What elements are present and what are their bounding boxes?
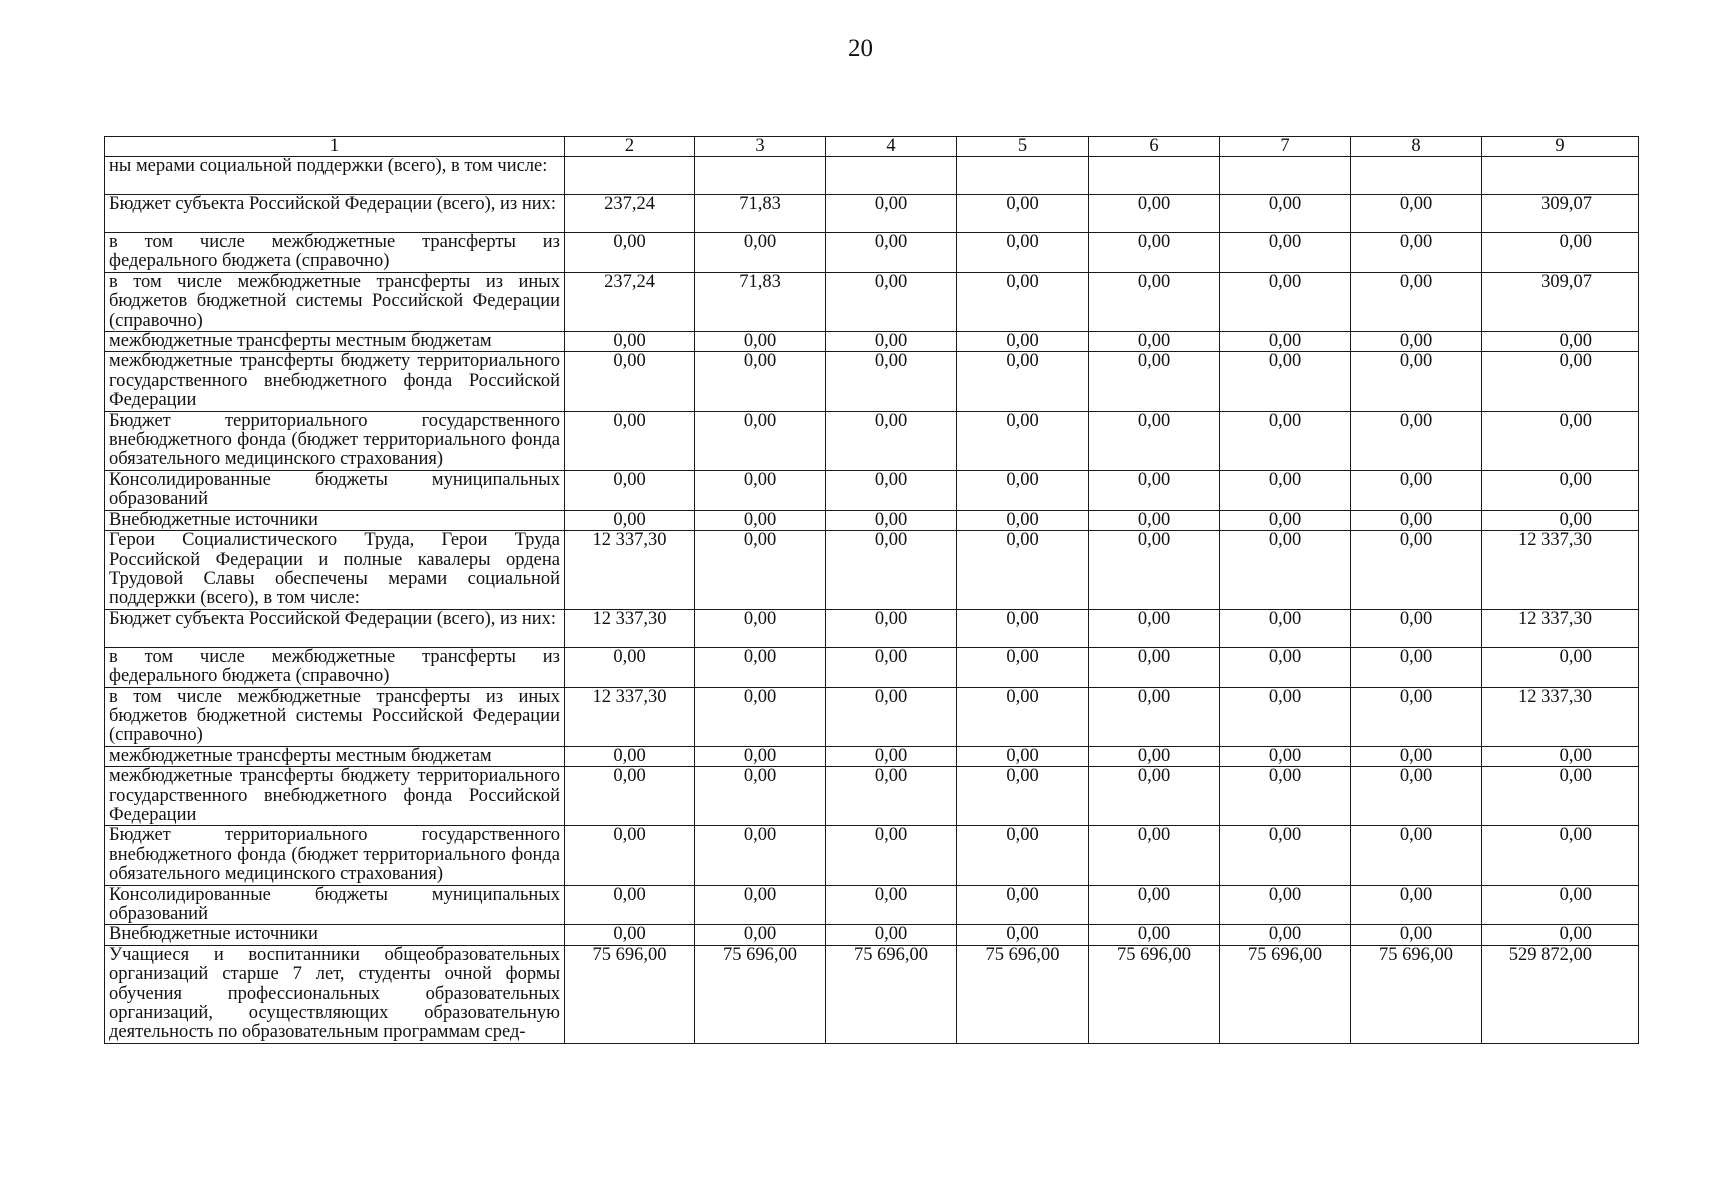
cell-col-5	[957, 157, 1089, 195]
cell-col-2: 12 337,30	[565, 687, 695, 746]
cell-col-3	[695, 157, 826, 195]
cell-col-7: 0,00	[1220, 531, 1351, 610]
cell-col-5: 0,00	[957, 767, 1089, 826]
page-number: 20	[848, 35, 873, 62]
row-label: ны мерами социальной поддержки (всего), в том числе:	[105, 157, 565, 195]
cell-col-8: 0,00	[1351, 510, 1482, 530]
cell-col-2: 12 337,30	[565, 609, 695, 647]
table-row	[105, 925, 1639, 945]
cell-col-5: 0,00	[957, 470, 1089, 510]
table-row	[105, 510, 1639, 530]
cell-col-2: 237,24	[565, 272, 695, 331]
cell-col-4: 0,00	[826, 510, 957, 530]
cell-col-7: 0,00	[1220, 746, 1351, 766]
cell-col-8: 0,00	[1351, 826, 1482, 885]
row-label: межбюджетные трансферты местным бюджетам	[105, 332, 565, 352]
cell-col-7: 0,00	[1220, 272, 1351, 331]
column-header-3: 3	[695, 137, 826, 157]
column-header-6: 6	[1089, 137, 1220, 157]
table-row	[105, 885, 1639, 925]
cell-col-9: 0,00	[1482, 647, 1639, 687]
row-label: межбюджетные трансферты бюджету территориального государственного внебюджетного фонда Российской Федерации	[105, 767, 565, 826]
cell-col-6: 0,00	[1089, 826, 1220, 885]
cell-col-3: 0,00	[695, 332, 826, 352]
cell-col-2: 0,00	[565, 352, 695, 411]
cell-col-9: 0,00	[1482, 767, 1639, 826]
cell-col-2: 0,00	[565, 470, 695, 510]
cell-col-8: 0,00	[1351, 233, 1482, 273]
cell-col-2: 0,00	[565, 885, 695, 925]
cell-col-8: 0,00	[1351, 272, 1482, 331]
cell-col-9: 309,07	[1482, 195, 1639, 233]
cell-col-4: 0,00	[826, 925, 957, 945]
cell-col-9: 529 872,00	[1482, 945, 1639, 1043]
cell-col-3: 71,83	[695, 272, 826, 331]
cell-col-9: 12 337,30	[1482, 609, 1639, 647]
cell-col-4: 0,00	[826, 411, 957, 470]
column-header-2: 2	[565, 137, 695, 157]
cell-col-6: 0,00	[1089, 332, 1220, 352]
row-label: в том числе межбюджетные трансферты из иных бюджетов бюджетной системы Российской Федерации (справочно)	[105, 687, 565, 746]
cell-col-2: 12 337,30	[565, 531, 695, 610]
table-row	[105, 945, 1639, 1043]
cell-col-6: 0,00	[1089, 687, 1220, 746]
cell-col-2: 0,00	[565, 510, 695, 530]
cell-col-8	[1351, 157, 1482, 195]
table-body	[105, 157, 1639, 1044]
cell-col-8: 0,00	[1351, 470, 1482, 510]
cell-col-4: 0,00	[826, 272, 957, 331]
cell-col-2: 0,00	[565, 925, 695, 945]
row-label: в том числе межбюджетные трансферты из федерального бюджета (справочно)	[105, 647, 565, 687]
cell-col-3: 71,83	[695, 195, 826, 233]
column-header-4: 4	[826, 137, 957, 157]
cell-col-3: 0,00	[695, 687, 826, 746]
cell-col-7: 0,00	[1220, 470, 1351, 510]
cell-col-6: 0,00	[1089, 411, 1220, 470]
row-label: Внебюджетные источники	[105, 510, 565, 530]
cell-col-9: 0,00	[1482, 885, 1639, 925]
cell-col-3: 0,00	[695, 609, 826, 647]
row-label: Бюджет территориального государственного внебюджетного фонда (бюджет территориального фонда обязательного медицинского страхования)	[105, 411, 565, 470]
cell-col-9: 0,00	[1482, 826, 1639, 885]
cell-col-6: 0,00	[1089, 925, 1220, 945]
cell-col-9: 0,00	[1482, 411, 1639, 470]
cell-col-4: 0,00	[826, 609, 957, 647]
cell-col-9: 12 337,30	[1482, 531, 1639, 610]
cell-col-5: 0,00	[957, 332, 1089, 352]
row-label: Внебюджетные источники	[105, 925, 565, 945]
row-label: в том числе межбюджетные трансферты из иных бюджетов бюджетной системы Российской Федерации (справочно)	[105, 272, 565, 331]
cell-col-7	[1220, 157, 1351, 195]
table-row	[105, 647, 1639, 687]
cell-col-6: 0,00	[1089, 195, 1220, 233]
table-row	[105, 157, 1639, 195]
row-label: Герои Социалистического Труда, Герои Труда Российской Федерации и полные кавалеры ордена Трудовой Славы обеспечены мерами социальной поддержки (всего), в том числе:	[105, 531, 565, 610]
cell-col-3: 0,00	[695, 411, 826, 470]
cell-col-9: 0,00	[1482, 233, 1639, 273]
column-header-5: 5	[957, 137, 1089, 157]
cell-col-5: 0,00	[957, 885, 1089, 925]
cell-col-7: 0,00	[1220, 885, 1351, 925]
cell-col-5: 0,00	[957, 411, 1089, 470]
cell-col-2: 0,00	[565, 746, 695, 766]
cell-col-9: 0,00	[1482, 332, 1639, 352]
cell-col-6: 0,00	[1089, 352, 1220, 411]
cell-col-8: 0,00	[1351, 746, 1482, 766]
cell-col-4: 0,00	[826, 746, 957, 766]
cell-col-9: 12 337,30	[1482, 687, 1639, 746]
cell-col-4: 0,00	[826, 531, 957, 610]
cell-col-8: 0,00	[1351, 647, 1482, 687]
cell-col-3: 0,00	[695, 767, 826, 826]
cell-col-9: 0,00	[1482, 925, 1639, 945]
cell-col-5: 0,00	[957, 272, 1089, 331]
cell-col-5: 0,00	[957, 826, 1089, 885]
cell-col-6	[1089, 157, 1220, 195]
cell-col-9: 0,00	[1482, 470, 1639, 510]
cell-col-7: 0,00	[1220, 767, 1351, 826]
cell-col-9: 0,00	[1482, 746, 1639, 766]
table-row	[105, 687, 1639, 746]
cell-col-7: 0,00	[1220, 233, 1351, 273]
column-header-7: 7	[1220, 137, 1351, 157]
cell-col-2: 0,00	[565, 826, 695, 885]
row-label: межбюджетные трансферты местным бюджетам	[105, 746, 565, 766]
column-header-9: 9	[1482, 137, 1639, 157]
cell-col-5: 0,00	[957, 531, 1089, 610]
cell-col-4: 0,00	[826, 647, 957, 687]
cell-col-7: 0,00	[1220, 411, 1351, 470]
cell-col-8: 0,00	[1351, 352, 1482, 411]
cell-col-3: 0,00	[695, 233, 826, 273]
row-label: Бюджет территориального государственного внебюджетного фонда (бюджет территориального фонда обязательного медицинского страхования)	[105, 826, 565, 885]
cell-col-7: 0,00	[1220, 687, 1351, 746]
cell-col-7: 75 696,00	[1220, 945, 1351, 1043]
cell-col-2: 0,00	[565, 233, 695, 273]
cell-col-3: 0,00	[695, 647, 826, 687]
cell-col-7: 0,00	[1220, 195, 1351, 233]
cell-col-3: 0,00	[695, 470, 826, 510]
cell-col-6: 0,00	[1089, 609, 1220, 647]
cell-col-7: 0,00	[1220, 647, 1351, 687]
row-label: Бюджет субъекта Российской Федерации (всего), из них:	[105, 609, 565, 647]
cell-col-2: 0,00	[565, 647, 695, 687]
row-label: в том числе межбюджетные трансферты из федерального бюджета (справочно)	[105, 233, 565, 273]
cell-col-3: 0,00	[695, 510, 826, 530]
table-row	[105, 272, 1639, 331]
table-row	[105, 826, 1639, 885]
cell-col-3: 0,00	[695, 885, 826, 925]
cell-col-6: 75 696,00	[1089, 945, 1220, 1043]
cell-col-8: 0,00	[1351, 609, 1482, 647]
cell-col-8: 0,00	[1351, 885, 1482, 925]
cell-col-3: 0,00	[695, 352, 826, 411]
cell-col-3: 0,00	[695, 531, 826, 610]
column-header-1: 1	[105, 137, 565, 157]
table-row	[105, 195, 1639, 233]
cell-col-6: 0,00	[1089, 233, 1220, 273]
cell-col-6: 0,00	[1089, 531, 1220, 610]
cell-col-8: 0,00	[1351, 767, 1482, 826]
row-label: Бюджет субъекта Российской Федерации (всего), из них:	[105, 195, 565, 233]
table-row	[105, 470, 1639, 510]
cell-col-7: 0,00	[1220, 352, 1351, 411]
table-row	[105, 411, 1639, 470]
row-label: Консолидированные бюджеты муниципальных образований	[105, 470, 565, 510]
cell-col-6: 0,00	[1089, 885, 1220, 925]
cell-col-2: 0,00	[565, 332, 695, 352]
cell-col-9	[1482, 157, 1639, 195]
cell-col-4: 0,00	[826, 767, 957, 826]
cell-col-6: 0,00	[1089, 767, 1220, 826]
cell-col-6: 0,00	[1089, 746, 1220, 766]
table-row	[105, 531, 1639, 610]
cell-col-8: 0,00	[1351, 411, 1482, 470]
cell-col-5: 0,00	[957, 925, 1089, 945]
cell-col-5: 0,00	[957, 510, 1089, 530]
cell-col-6: 0,00	[1089, 510, 1220, 530]
cell-col-2: 0,00	[565, 767, 695, 826]
table-row	[105, 332, 1639, 352]
cell-col-2: 0,00	[565, 411, 695, 470]
cell-col-5: 0,00	[957, 609, 1089, 647]
cell-col-8: 0,00	[1351, 332, 1482, 352]
row-label: Консолидированные бюджеты муниципальных образований	[105, 885, 565, 925]
cell-col-6: 0,00	[1089, 272, 1220, 331]
cell-col-5: 75 696,00	[957, 945, 1089, 1043]
cell-col-8: 0,00	[1351, 687, 1482, 746]
header-row	[105, 137, 1639, 157]
column-header-8: 8	[1351, 137, 1482, 157]
cell-col-8: 75 696,00	[1351, 945, 1482, 1043]
cell-col-4: 0,00	[826, 332, 957, 352]
cell-col-7: 0,00	[1220, 925, 1351, 945]
cell-col-9: 309,07	[1482, 272, 1639, 331]
cell-col-7: 0,00	[1220, 609, 1351, 647]
cell-col-3: 0,00	[695, 925, 826, 945]
cell-col-2: 237,24	[565, 195, 695, 233]
cell-col-4: 75 696,00	[826, 945, 957, 1043]
table-row	[105, 352, 1639, 411]
cell-col-7: 0,00	[1220, 826, 1351, 885]
cell-col-4	[826, 157, 957, 195]
table-row	[105, 233, 1639, 273]
cell-col-5: 0,00	[957, 647, 1089, 687]
budget-table	[104, 136, 1639, 1044]
table-row	[105, 767, 1639, 826]
cell-col-4: 0,00	[826, 687, 957, 746]
cell-col-4: 0,00	[826, 826, 957, 885]
table-row	[105, 746, 1639, 766]
row-label: межбюджетные трансферты бюджету территориального государственного внебюджетного фонда Российской Федерации	[105, 352, 565, 411]
table-row	[105, 609, 1639, 647]
cell-col-8: 0,00	[1351, 925, 1482, 945]
cell-col-5: 0,00	[957, 233, 1089, 273]
row-label: Учащиеся и воспитанники общеобразовательных организаций старше 7 лет, студенты очной формы обучения профессиональных образовательных организаций, осуществляющих образовательную деятельность по образовательным программам сред-	[105, 945, 565, 1043]
cell-col-9: 0,00	[1482, 352, 1639, 411]
cell-col-3: 0,00	[695, 746, 826, 766]
cell-col-7: 0,00	[1220, 510, 1351, 530]
cell-col-4: 0,00	[826, 195, 957, 233]
cell-col-5: 0,00	[957, 195, 1089, 233]
cell-col-9: 0,00	[1482, 510, 1639, 530]
cell-col-7: 0,00	[1220, 332, 1351, 352]
cell-col-4: 0,00	[826, 885, 957, 925]
cell-col-5: 0,00	[957, 746, 1089, 766]
cell-col-4: 0,00	[826, 233, 957, 273]
cell-col-2	[565, 157, 695, 195]
cell-col-8: 0,00	[1351, 531, 1482, 610]
cell-col-3: 0,00	[695, 826, 826, 885]
cell-col-4: 0,00	[826, 470, 957, 510]
cell-col-5: 0,00	[957, 352, 1089, 411]
cell-col-4: 0,00	[826, 352, 957, 411]
cell-col-3: 75 696,00	[695, 945, 826, 1043]
cell-col-6: 0,00	[1089, 470, 1220, 510]
cell-col-6: 0,00	[1089, 647, 1220, 687]
cell-col-8: 0,00	[1351, 195, 1482, 233]
cell-col-5: 0,00	[957, 687, 1089, 746]
cell-col-2: 75 696,00	[565, 945, 695, 1043]
